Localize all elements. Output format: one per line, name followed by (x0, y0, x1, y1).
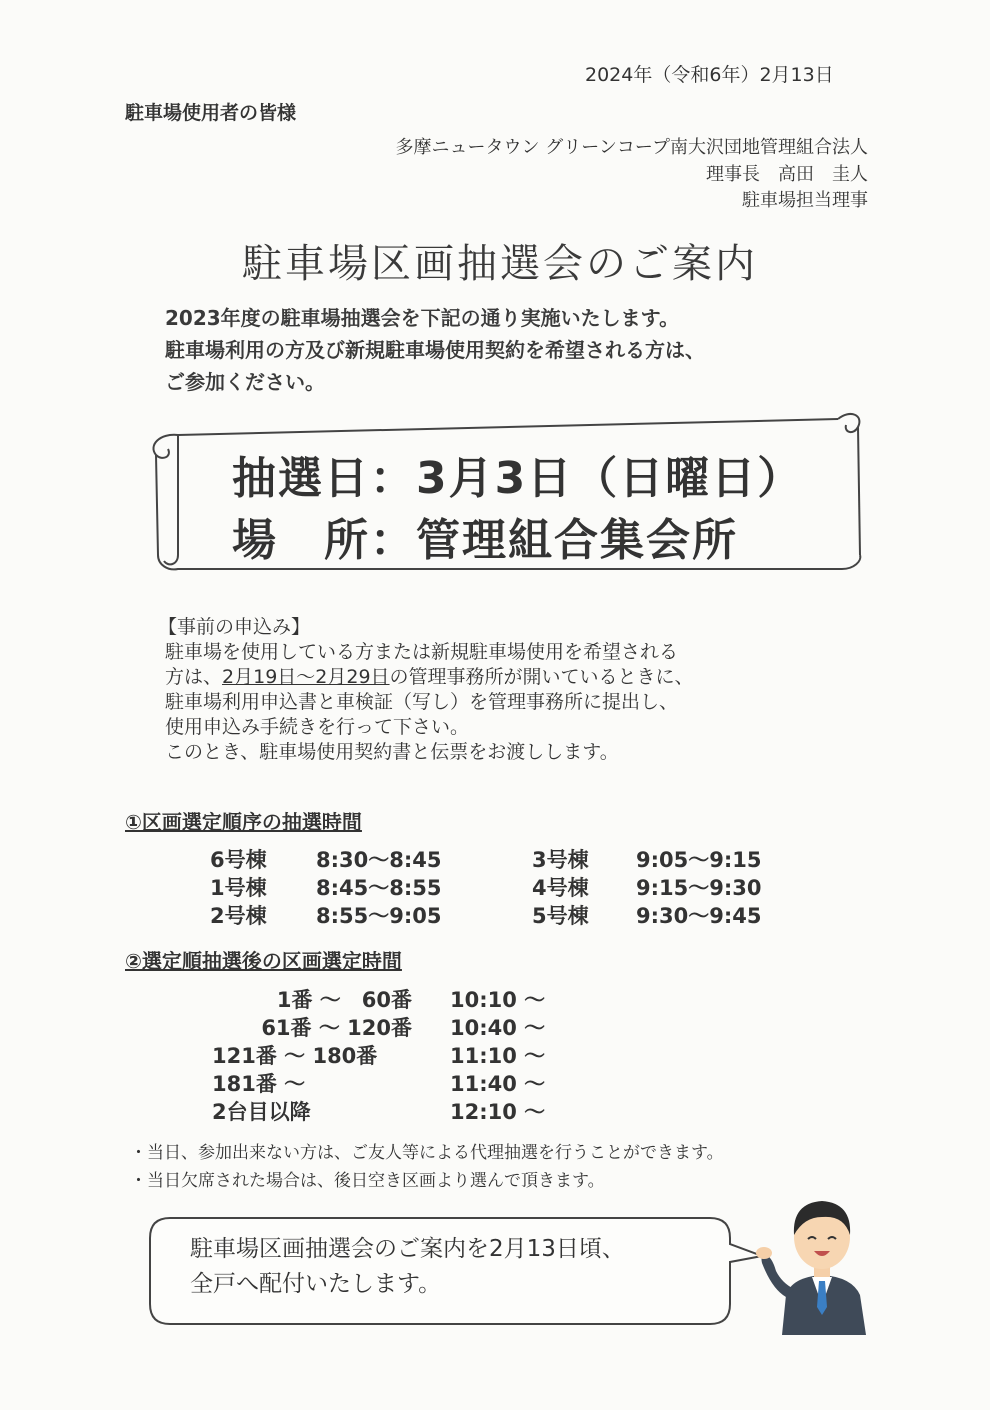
selection-time: 10:40 ～ (450, 1016, 546, 1040)
schedule-building: 6号棟 (210, 848, 267, 872)
schedule-time: 8:45～8:55 (316, 876, 442, 900)
application-line: 駐車場利用申込書と車検証（写し）を管理事務所に提出し、 (165, 691, 679, 713)
number-range: 1番 ～ 60番 (276, 988, 412, 1012)
bubble-message (190, 1232, 625, 1302)
lottery-date: 抽選日：3月3日（日曜日） (232, 453, 804, 504)
application-line (165, 665, 694, 690)
schedule-time: 8:30～8:45 (316, 848, 442, 872)
lottery-venue: 場 所：管理組合集会所 (232, 515, 738, 566)
schedule-time: 9:15～9:30 (636, 876, 762, 900)
selection-time: 11:10 ～ (450, 1044, 546, 1068)
application-text: 方は、 (165, 666, 223, 688)
parking-officer: 駐車場担当理事 (742, 190, 868, 211)
schedule-time: 9:05～9:15 (636, 848, 762, 872)
businessman-illustration-icon (752, 1185, 892, 1335)
selection-time: 10:10 ～ (450, 988, 546, 1012)
organization-name: 多摩ニュータウン グリーンコープ南大沢団地管理組合法人 (395, 137, 868, 158)
section1-heading: ①区画選定順序の抽選時間 (125, 810, 362, 834)
schedule-time: 9:30～9:45 (636, 904, 762, 928)
selection-time: 12:10 ～ (450, 1100, 546, 1124)
note-absence: ・当日欠席された場合は、後日空き区画より選んで頂きます。 (130, 1171, 605, 1191)
intro-text (165, 302, 705, 398)
intro-line: 駐車場利用の方及び新規駐車場使用契約を希望される方は、 (165, 338, 705, 362)
application-period: 2月19日～2月29日 (222, 666, 390, 688)
number-range: 181番 ～ (212, 1072, 306, 1096)
selection-time: 11:40 ～ (450, 1072, 546, 1096)
intro-line: 2023年度の駐車場抽選会を下記の通り実施いたします。 (165, 306, 680, 330)
application-body (165, 640, 694, 765)
schedule-building: 4号棟 (532, 876, 589, 900)
schedule-building: 1号棟 (210, 876, 267, 900)
note-proxy: ・当日、参加出来ない方は、ご友人等による代理抽選を行うことができます。 (130, 1143, 724, 1163)
number-range: 121番 ～ 180番 (212, 1044, 378, 1068)
application-line: 駐車場を使用している方または新規駐車場使用を希望される (165, 641, 679, 663)
number-range: 2台目以降 (212, 1100, 311, 1124)
chairman: 理事長 高田 圭人 (706, 164, 868, 185)
number-range: 61番 ～ 120番 (261, 1016, 412, 1040)
schedule-building: 5号棟 (532, 904, 589, 928)
application-line: このとき、駐車場使用契約書と伝票をお渡しします。 (165, 741, 619, 763)
intro-line: ご参加ください。 (165, 370, 325, 394)
application-heading: 【事前の申込み】 (158, 616, 311, 638)
page-title: 駐車場区画抽選会のご案内 (242, 241, 758, 287)
bubble-line: 駐車場区画抽選会のご案内を2月13日頃、 (190, 1236, 625, 1262)
recipient: 駐車場使用者の皆様 (125, 102, 297, 124)
issue-date: 2024年（令和6年）2月13日 (585, 64, 834, 86)
schedule-building: 2号棟 (210, 904, 267, 928)
application-line: 使用申込み手続きを行って下さい。 (165, 716, 470, 738)
bubble-line: 全戸へ配付いたします。 (190, 1271, 442, 1297)
section2-heading: ②選定順抽選後の区画選定時間 (125, 949, 402, 973)
schedule-building: 3号棟 (532, 848, 589, 872)
application-text: の管理事務所が開いているときに、 (389, 666, 694, 688)
schedule-time: 8:55～9:05 (316, 904, 442, 928)
